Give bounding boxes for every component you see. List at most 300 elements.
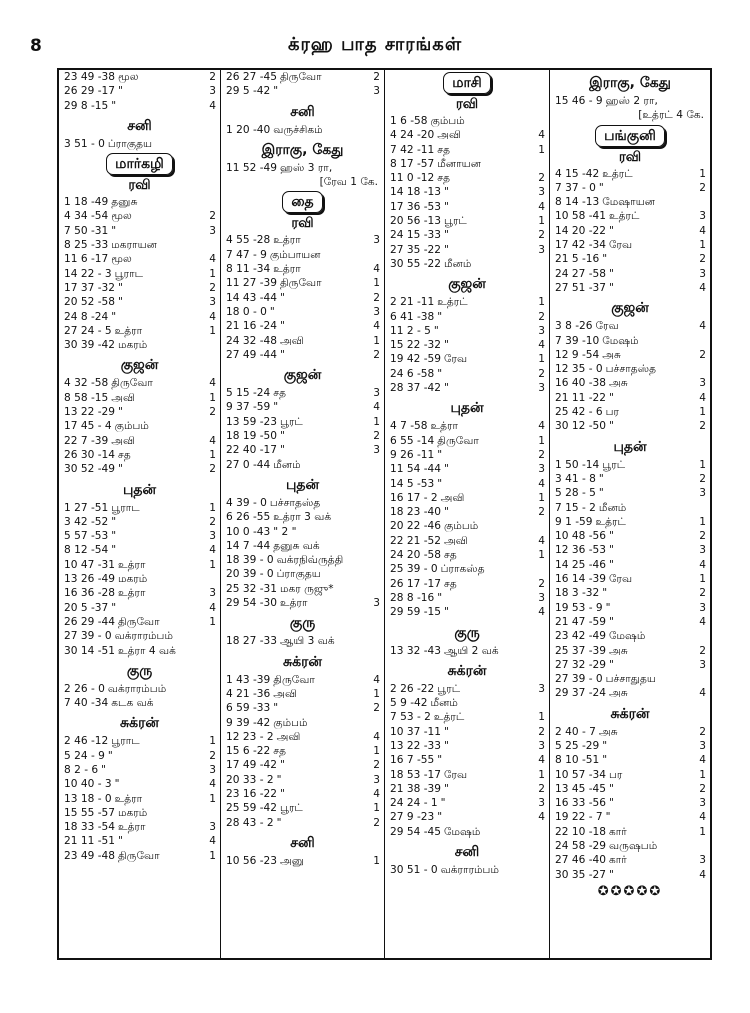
pada-number: 3 [209, 224, 216, 237]
section [221, 651, 384, 830]
position-label: " [609, 391, 614, 404]
column-3 [385, 70, 550, 958]
time-value: 2 21 -11 [390, 296, 435, 309]
position-label: பச்சாதுதய [605, 673, 656, 686]
table-row [221, 816, 384, 830]
position-label: அசு [598, 725, 618, 738]
time-value: 20 52 -58 [64, 296, 115, 309]
table-row [59, 501, 220, 515]
table-row [385, 367, 549, 381]
pada-number [543, 157, 545, 171]
table-row [385, 491, 549, 505]
section [550, 125, 710, 296]
pada-number: 1 [209, 391, 216, 404]
table-row [385, 753, 549, 767]
pada-number [378, 634, 380, 648]
time-value: 13 26 -49 [64, 573, 115, 586]
section [550, 703, 710, 882]
pada-number: 3 [373, 387, 380, 400]
time-value: 9 37 -59 [226, 401, 271, 414]
pada-number: 2 [373, 348, 380, 361]
pada-number: 2 [209, 749, 216, 762]
position-label: பூராட [111, 501, 140, 514]
position-label: " [609, 530, 614, 543]
table-row [59, 834, 220, 848]
time-value: 6 59 -33 [226, 702, 271, 715]
time-value: 4 24 -20 [390, 129, 435, 142]
time-value: 23 49 -48 [64, 849, 115, 862]
position-label: மூல [111, 210, 132, 223]
pada-number: 2 [538, 310, 545, 323]
section [385, 273, 549, 395]
time-value: 5 28 - 5 [555, 487, 596, 500]
position-label: " [280, 444, 285, 457]
time-value: 8 12 -54 [64, 544, 109, 557]
section-title: குஜன் [611, 300, 649, 317]
pada-number: 2 [538, 577, 545, 590]
pada-number: 3 [699, 544, 706, 557]
time-value: 6 26 -55 [226, 511, 271, 524]
section [385, 397, 549, 619]
time-value: 27 35 -22 [390, 243, 441, 256]
position-label: " [273, 85, 279, 98]
time-value: 13 18 - 0 [64, 792, 112, 805]
position-label: " [444, 782, 449, 795]
planet-heading [550, 72, 710, 94]
table-row [550, 725, 710, 739]
planet-heading [221, 651, 384, 673]
time-value: 25 32 -31 [226, 582, 277, 595]
table-row [385, 796, 549, 810]
time-value: 12 36 -53 [555, 544, 606, 557]
pada-number: 3 [209, 85, 216, 98]
position-label: " [437, 811, 443, 824]
section [550, 436, 710, 701]
position-label: " [118, 463, 123, 476]
section [59, 115, 220, 151]
table-row [550, 810, 710, 824]
pada-number: 2 [209, 515, 216, 528]
time-value: 14 20 -22 [555, 224, 606, 237]
time-value: 30 39 -42 [64, 339, 115, 352]
time-value: 9 26 -11 [390, 448, 435, 461]
section-title: குஜன் [448, 276, 486, 293]
time-value: 9 39 -42 [226, 716, 271, 729]
pada-number: 1 [699, 458, 706, 471]
pada-number: 3 [538, 682, 545, 695]
pada-number: 4 [699, 281, 706, 294]
pada-number: 3 [209, 530, 216, 543]
table-row [221, 348, 384, 362]
time-value: 8 2 - 6 [64, 763, 99, 776]
planet-heading: ரவி [291, 215, 314, 232]
time-value: 18 19 -50 [226, 430, 277, 443]
time-value: 27 49 -44 [226, 348, 277, 361]
position-label: அவி [444, 534, 468, 547]
position-label: " [118, 296, 123, 309]
table-row [385, 214, 549, 228]
position-label: " [609, 267, 614, 280]
pada-number: 2 [538, 448, 545, 461]
pada-number: 2 [699, 181, 706, 194]
pada-number: 4 [373, 673, 380, 686]
position-label: " [280, 320, 285, 333]
table-row [221, 553, 384, 567]
time-value: 20 5 -37 [64, 601, 109, 614]
table-row [59, 749, 220, 763]
position-label: " [609, 797, 614, 810]
planet-heading [59, 660, 220, 682]
table-row [221, 386, 384, 400]
table-row [59, 267, 220, 281]
table-row [385, 591, 549, 605]
time-value: 7 50 -31 [64, 224, 109, 237]
time-value: 26 17 -17 [390, 577, 441, 590]
pada-number [214, 696, 216, 710]
table-row [59, 696, 220, 710]
pada-number: 2 [538, 506, 545, 519]
table-row [59, 224, 220, 238]
table-row [59, 601, 220, 615]
position-label: " [280, 348, 285, 361]
position-label: " [609, 224, 614, 237]
pada-number: 2 [699, 782, 706, 795]
position-label: " [437, 448, 443, 461]
position-label: திருவோ [273, 673, 315, 686]
pada-number: 3 [209, 296, 216, 309]
pada-number: 4 [373, 263, 380, 276]
time-value: 7 15 - 2 [555, 501, 596, 514]
position-label: திருவோ [111, 377, 153, 390]
table-row [59, 543, 220, 557]
position-label: " [605, 601, 611, 614]
pada-number [704, 334, 706, 348]
position-label: கும்பாயன [269, 248, 321, 261]
position-label: " [280, 291, 285, 304]
table-row [385, 243, 549, 257]
pada-number: 2 [373, 759, 380, 772]
table-row [221, 567, 384, 581]
time-value: 8 10 -51 [555, 754, 600, 767]
table-row [385, 257, 549, 271]
position-label: " [602, 253, 608, 266]
time-value: 7 42 -11 [390, 143, 435, 156]
pada-number: 3 [373, 85, 380, 98]
table-row [550, 853, 710, 867]
pada-number: 1 [209, 267, 216, 280]
position-label: " [273, 401, 279, 414]
section-title: சனி [454, 844, 480, 861]
pada-number: 3 [699, 377, 706, 390]
position-label: பர [605, 406, 619, 419]
table-row [59, 310, 220, 324]
time-value: 7 37 - 0 [555, 181, 596, 194]
table-row [550, 629, 710, 643]
position-label: வருஷபம் [609, 840, 658, 853]
time-value: 18 23 -40 [390, 506, 441, 519]
pada-number: 1 [538, 711, 545, 724]
table-row [385, 782, 549, 796]
pada-number: 3 [699, 739, 706, 752]
position-label: உத்ரா [118, 587, 146, 600]
position-label: " [444, 463, 449, 476]
position-label: தனுசு வக் [273, 539, 320, 552]
pada-number [543, 114, 545, 128]
position-label: அசு [609, 687, 628, 700]
time-value: 10 47 -31 [64, 558, 115, 571]
month-heading [59, 153, 220, 175]
table-row [221, 701, 384, 715]
table-row [550, 224, 710, 238]
time-value: 16 40 -38 [555, 377, 606, 390]
pada-number [214, 682, 216, 696]
position-label: " [444, 200, 449, 213]
table-row [385, 682, 549, 696]
table-row [221, 716, 384, 730]
time-value: 24 20 -58 [390, 549, 441, 562]
time-value: 21 38 -39 [390, 782, 441, 795]
table-row [221, 582, 384, 596]
pada-number [704, 195, 706, 209]
position-label: மகரம் [118, 339, 148, 352]
position-label: மகரம் [118, 806, 148, 819]
pada-number: 2 [373, 702, 380, 715]
time-value: 3 8 -26 [555, 320, 593, 333]
month-heading [385, 72, 549, 94]
time-value: 15 22 -32 [390, 339, 441, 352]
time-value: 19 22 - 7 [555, 811, 603, 824]
table-row [59, 84, 220, 98]
position-label: மீனம் [430, 697, 458, 710]
position-label: உத்ரா [273, 263, 301, 276]
time-value: 12 23 - 2 [226, 730, 274, 743]
pada-number: 4 [699, 558, 706, 571]
time-value: 18 53 -17 [390, 768, 441, 781]
table-row [550, 362, 710, 376]
table-row [59, 515, 220, 529]
planet-heading [385, 622, 549, 644]
table-row [221, 161, 384, 175]
table-row [59, 586, 220, 600]
table-row [59, 295, 220, 309]
position-label: ரேவ [444, 768, 468, 781]
position-label: பூராட [111, 735, 140, 748]
time-value: 1 18 -49 [64, 196, 109, 209]
time-value: 18 27 -33 [226, 635, 277, 648]
pada-number [378, 553, 380, 567]
table-row [59, 391, 220, 405]
pada-number: 3 [699, 210, 706, 223]
pada-number [543, 644, 545, 658]
pada-number: 2 [373, 71, 380, 83]
table-row [385, 419, 549, 433]
pada-number: 2 [699, 348, 706, 361]
table-row [59, 419, 220, 433]
time-value: 15 55 -57 [64, 806, 115, 819]
pada-number: 4 [373, 787, 380, 800]
pada-number: 2 [373, 816, 380, 829]
pada-number [378, 123, 380, 137]
table-row [221, 291, 384, 305]
position-label: " [437, 754, 443, 767]
time-value: 20 33 - 2 [226, 773, 274, 786]
time-value: 4 55 -28 [226, 234, 271, 247]
pada-number: 2 [699, 420, 706, 433]
position-label: ஹஸ் 3 ரா, [280, 161, 333, 174]
table-row [550, 334, 710, 348]
position-label: வக்ராரம்பம் [114, 630, 173, 643]
position-label: " [602, 739, 608, 752]
pada-number: 1 [209, 558, 216, 571]
position-label: " [444, 229, 449, 242]
table-row [550, 458, 710, 472]
column-4 [550, 70, 710, 958]
time-value: 27 0 -44 [226, 458, 271, 471]
table-row [385, 381, 549, 395]
section-title: சனி [290, 834, 315, 851]
time-value: 2 26 - 0 [64, 682, 105, 695]
table-row [59, 405, 220, 419]
position-label: " [444, 739, 449, 752]
table-row [385, 114, 549, 128]
time-value: 29 8 -15 [64, 99, 109, 112]
time-value: 14 25 -46 [555, 558, 606, 571]
position-label: " [273, 702, 279, 715]
pada-number [543, 863, 545, 877]
time-value: 16 7 -55 [390, 754, 435, 767]
pada-number [378, 716, 380, 730]
position-label: திருவோ [118, 849, 160, 862]
time-value: 10 48 -56 [555, 530, 606, 543]
table-row [385, 228, 549, 242]
position-label: உத்ரட் [437, 296, 468, 309]
time-value: 5 57 -53 [64, 530, 109, 543]
pada-number [378, 525, 380, 539]
position-label: ரேவ [609, 573, 633, 586]
time-value: 18 0 - 0 [226, 305, 267, 318]
position-label: அவி [273, 687, 298, 700]
planet-heading: ரவி [128, 177, 151, 194]
time-value: 20 39 - 0 [226, 568, 274, 581]
position-label: " [444, 186, 449, 199]
table-row [221, 305, 384, 319]
position-label: தனுசு [111, 196, 138, 209]
position-label: கும்பம் [114, 420, 149, 433]
pada-number [704, 629, 706, 643]
table-row [550, 281, 710, 295]
pada-number: 3 [209, 763, 216, 776]
table-row [59, 558, 220, 572]
position-label: " [118, 281, 123, 294]
position-label: ரேவ [595, 320, 619, 333]
table-row [221, 525, 384, 539]
pada-number: 3 [699, 797, 706, 810]
position-label: " [118, 406, 123, 419]
time-value: 26 29 -44 [64, 615, 115, 628]
row-note: [ரேவ 1 கே. [319, 176, 378, 189]
pada-number: 1 [373, 854, 380, 867]
section [59, 354, 220, 476]
section-title: குஜன் [283, 367, 322, 384]
section-title: சனி [290, 103, 315, 120]
position-label: " [598, 181, 604, 194]
time-value: 29 59 -15 [390, 606, 441, 619]
time-value: 11 0 -12 [390, 172, 435, 185]
table-row [550, 644, 710, 658]
table-row [550, 376, 710, 390]
pada-number: 1 [373, 745, 380, 758]
time-value: 28 43 - 2 [226, 816, 274, 829]
time-value: 13 32 -43 [390, 644, 441, 657]
position-label: சத [444, 577, 457, 590]
position-label: உத்ரட் [595, 515, 626, 528]
section-title: குரு [454, 624, 480, 641]
table-row [550, 839, 710, 853]
position-label: மீனம் [444, 257, 472, 270]
table-row [385, 352, 549, 366]
table-row [221, 854, 384, 868]
pada-number [378, 539, 380, 553]
position-label: " [118, 85, 123, 98]
table-row [59, 644, 220, 658]
table-row [59, 238, 220, 252]
table-row [59, 324, 220, 338]
position-label: ஆயி 3 வக் [280, 635, 335, 648]
pada-number: 1 [373, 802, 380, 815]
position-label: அவி [276, 730, 301, 743]
position-label: மேஷாயன [602, 196, 656, 209]
position-label: " [269, 305, 275, 318]
position-label: " [111, 310, 117, 323]
section-title: குஜன் [120, 357, 159, 374]
table-row [550, 686, 710, 700]
planet-heading [385, 273, 549, 295]
position-label: பூரட் [280, 415, 303, 428]
pada-number: 4 [538, 754, 545, 767]
time-value: 16 17 - 2 [390, 491, 438, 504]
pada-number [214, 137, 216, 151]
time-value: 30 12 -50 [555, 420, 606, 433]
table-row [59, 338, 220, 352]
pada-number: 4 [209, 253, 216, 266]
position-label: சத [437, 143, 451, 156]
pada-number: 3 [538, 324, 545, 337]
time-value: 11 54 -44 [390, 463, 441, 476]
table-row [221, 458, 384, 472]
position-label: கும்பம் [430, 115, 465, 127]
time-value: 10 58 -41 [555, 210, 606, 223]
time-value: 7 40 -34 [64, 697, 109, 710]
table-row [385, 338, 549, 352]
planet-heading [59, 354, 220, 376]
position-label: பூரட் [437, 682, 461, 695]
position-label: " [111, 544, 117, 557]
position-label: ப்ராகுதய [107, 137, 153, 150]
table-row [385, 534, 549, 548]
time-value: 7 47 - 9 [226, 248, 267, 261]
pada-number [214, 806, 216, 820]
table-row [385, 548, 549, 562]
pada-number: 1 [538, 491, 545, 504]
table-row [221, 787, 384, 801]
position-label: " [444, 506, 449, 519]
time-value: 23 42 -49 [555, 630, 606, 643]
pada-number: 4 [699, 224, 706, 237]
time-value: 3 51 - 0 [64, 137, 105, 150]
table-row [550, 167, 710, 181]
pada-number: 2 [538, 782, 545, 795]
time-value: 10 57 -34 [555, 768, 606, 781]
